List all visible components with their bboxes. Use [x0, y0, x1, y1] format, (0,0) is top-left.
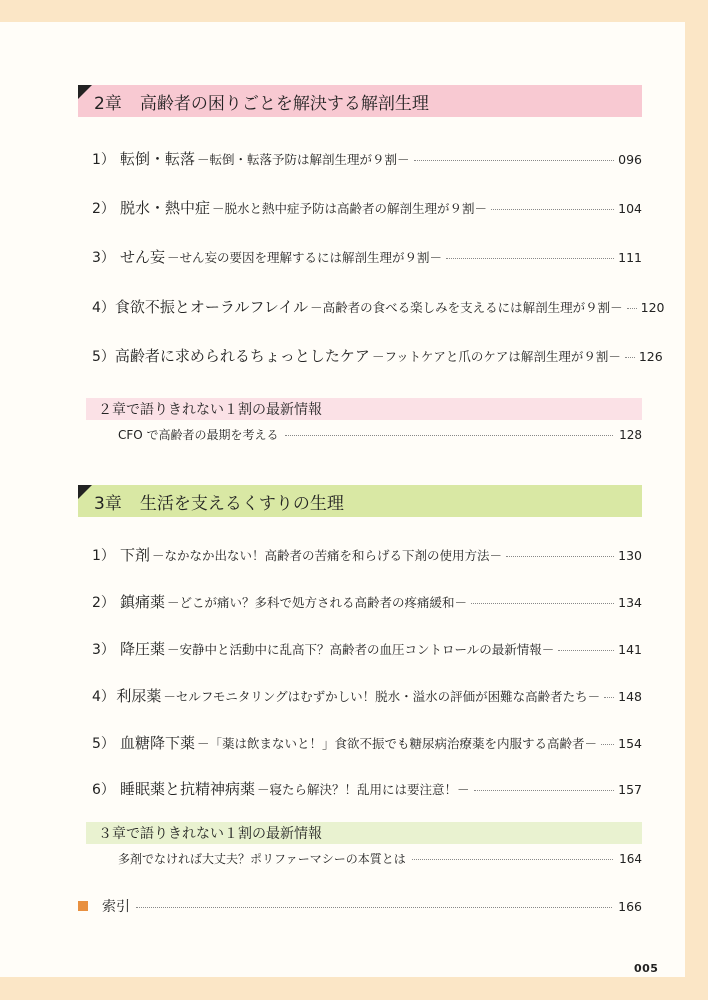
entry-index: 3）: [92, 642, 115, 658]
entry-page: 111: [618, 250, 642, 265]
entry-title: 下剤: [120, 546, 151, 564]
heading-corner-mark: [78, 85, 92, 99]
entry-index: 5）: [92, 349, 115, 365]
toc-entry[interactable]: [92, 638, 642, 659]
entry-page: 120: [640, 300, 665, 315]
page-number: 005: [634, 962, 659, 975]
chapter3-title: 生活を支えるくすりの生理: [139, 493, 344, 514]
entry-title: 利尿薬: [116, 687, 162, 705]
chapter2-extra-heading: [86, 398, 642, 420]
sub-entry-title: CFO で高齢者の最期を考える: [118, 428, 279, 442]
entry-page: 104: [618, 201, 642, 216]
entry-page: 096: [618, 152, 642, 167]
entry-page: 141: [618, 642, 642, 657]
entry-title: 鎮痛薬: [120, 593, 166, 611]
leader-dots: [471, 602, 614, 604]
toc-entry[interactable]: [92, 778, 642, 799]
toc-entry[interactable]: [92, 345, 663, 366]
chapter2-extra-title: ２章で語りきれない１割の最新情報: [98, 402, 322, 418]
entry-index: 1）: [92, 152, 115, 168]
sub-entry-page: 164: [619, 852, 642, 866]
toc-entry[interactable]: [92, 148, 642, 169]
entry-subtitle: －セルフモニタリングはむずかしい！脱水・溢水の評価が困難な高齢者たち－: [163, 689, 601, 704]
leader-dots: [558, 649, 614, 651]
entry-index: 2）: [92, 595, 115, 611]
entry-page: 154: [618, 736, 642, 751]
entry-subtitle: －高齢者の食べる楽しみを支えるには解剖生理が９割－: [310, 300, 623, 315]
square-bullet-icon: [78, 901, 88, 911]
entry-index: 4）: [92, 300, 115, 316]
entry-title: 降圧薬: [120, 640, 166, 658]
leader-dots: [491, 208, 614, 210]
toc-entry[interactable]: [92, 685, 642, 706]
chapter3-extra-title: ３章で語りきれない１割の最新情報: [98, 826, 322, 842]
entry-index: 2）: [92, 201, 115, 217]
entry-index: 1）: [92, 548, 115, 564]
entry-subtitle: －安静中と活動中に乱高下？高齢者の血圧コントロールの最新情報－: [167, 642, 555, 657]
leader-dots: [446, 257, 614, 259]
toc-entry[interactable]: [92, 296, 665, 317]
toc-entry[interactable]: [92, 197, 642, 218]
index-label: 索引: [102, 899, 130, 915]
entry-index: 4）: [92, 689, 115, 705]
entry-page: 130: [618, 548, 642, 563]
entry-subtitle: －寝たら解決？！乱用には要注意！－: [257, 782, 470, 797]
entry-subtitle: －転倒・転落予防は解剖生理が９割－: [197, 152, 410, 167]
entry-title: せん妄: [120, 248, 166, 266]
entry-page: 148: [618, 689, 642, 704]
entry-subtitle: －脱水と熱中症予防は高齢者の解剖生理が９割－: [212, 201, 488, 216]
entry-index: 3）: [92, 250, 115, 266]
heading-corner-mark: [78, 485, 92, 499]
toc-entry[interactable]: [92, 591, 642, 612]
entry-index: 5）: [92, 736, 115, 752]
leader-dots: [136, 906, 612, 908]
chapter2-heading: [78, 85, 642, 117]
sub-entry-page: 128: [619, 428, 642, 442]
entry-subtitle: －なかなか出ない！高齢者の苦痛を和らげる下剤の使用方法－: [152, 548, 503, 563]
toc-entry[interactable]: [92, 246, 642, 267]
toc-sub-entry[interactable]: [118, 426, 642, 443]
leader-dots: [627, 307, 637, 309]
entry-subtitle: －フットケアと爪のケアは解剖生理が９割－: [371, 349, 621, 364]
leader-dots: [285, 434, 614, 436]
leader-dots: [625, 356, 635, 358]
entry-title: 高齢者に求められるちょっとしたケア: [114, 347, 370, 365]
entry-title: 血糖降下薬: [120, 734, 196, 752]
entry-subtitle: －どこが痛い？多科で処方される高齢者の疼痛緩和－: [167, 595, 468, 610]
toc-entry[interactable]: [92, 732, 642, 753]
toc-index-entry[interactable]: [78, 896, 642, 916]
leader-dots: [412, 858, 613, 860]
entry-title: 転倒・転落: [120, 150, 196, 168]
chapter2-number: 2章: [94, 93, 122, 114]
page: [0, 22, 685, 977]
leader-dots: [601, 743, 614, 745]
entry-subtitle: －せん妄の要因を理解するには解剖生理が９割－: [167, 250, 443, 265]
entry-title: 脱水・熱中症: [120, 199, 211, 217]
chapter3-extra-heading: [86, 822, 642, 844]
leader-dots: [414, 159, 615, 161]
entry-title: 食欲不振とオーラルフレイル: [114, 298, 309, 316]
sub-entry-title: 多剤でなければ大丈夫？ポリファーマシーの本質とは: [118, 852, 406, 866]
entry-index: 6）: [92, 782, 115, 798]
leader-dots: [474, 789, 615, 791]
leader-dots: [506, 555, 614, 557]
leader-dots: [604, 696, 614, 698]
chapter3-heading: [78, 485, 642, 517]
chapter2-title: 高齢者の困りごとを解決する解剖生理: [139, 93, 429, 114]
entry-subtitle: －「薬は飲まないと！」食欲不振でも糖尿病治療薬を内服する高齢者－: [197, 736, 598, 751]
chapter3-number: 3章: [94, 493, 122, 514]
entry-title: 睡眠薬と抗精神病薬: [120, 780, 256, 798]
entry-page: 126: [638, 349, 663, 364]
toc-sub-entry[interactable]: [118, 850, 642, 867]
index-page: 166: [618, 899, 642, 914]
toc-entry[interactable]: [92, 544, 642, 565]
entry-page: 134: [618, 595, 642, 610]
entry-page: 157: [618, 782, 642, 797]
